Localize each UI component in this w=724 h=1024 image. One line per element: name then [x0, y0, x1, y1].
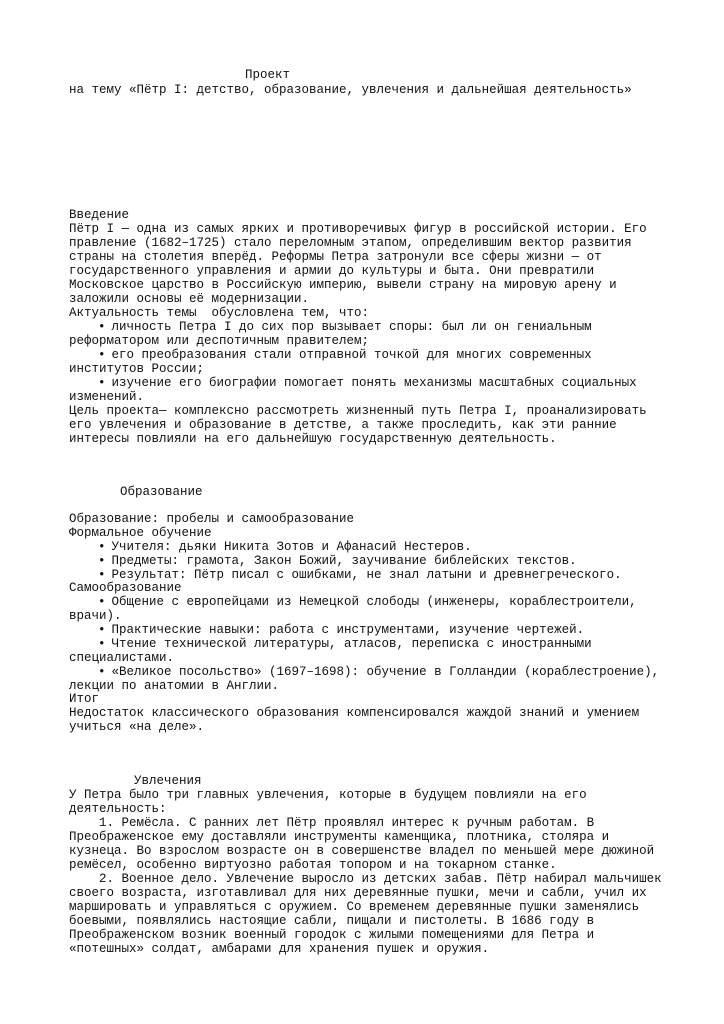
hobby-item-line: кузнеца. Во взрослом возрасте он в совершенстве владел по меньшей мере дюжиной — [69, 844, 655, 858]
bullet-icon: • — [98, 348, 106, 362]
intro-line: Пётр I — одна из самых ярких и противоречивых фигур в российской истории. Его — [69, 222, 647, 236]
bullet-icon: • — [98, 376, 106, 390]
hobby-item-line: Преображенском возник военный городок с жилыми помещениями для Петра и — [69, 928, 595, 942]
hobbies-intro-line: деятельность: — [69, 802, 167, 816]
hobby-item-line: маршировать и управляться с оружием. Со временем деревянные пушки заменялись — [69, 900, 640, 914]
intro-line: заложили основы её модернизации. — [69, 292, 310, 306]
list-item: • «Великое посольство» (1697–1698): обучение в Голландии (кораблестроение), — [98, 665, 660, 679]
list-item-continuation: специалистами. — [69, 651, 175, 665]
hobby-item-line: «потешных» солдат, амбарами для хранения пушек и оружия. — [69, 942, 490, 956]
bullet-icon: • — [98, 637, 106, 651]
goal-line: интересы повлияли на его дальнейшую государственную деятельность. — [69, 432, 557, 446]
self-education-label: Самообразование — [69, 581, 182, 595]
hobbies-intro-line: У Петра было три главных увлечения, которые в будущем повлияли на его — [69, 788, 587, 802]
list-item-continuation: врачи). — [69, 609, 122, 623]
list-item-continuation: институтов России; — [69, 362, 205, 376]
bullet-icon: • — [98, 665, 106, 679]
list-item: • Учителя: дьяки Никита Зотов и Афанасий Нестеров. — [98, 540, 472, 554]
bullet-icon: • — [98, 540, 106, 554]
result-line: учиться «на деле». — [69, 720, 205, 734]
result-label: Итог — [69, 692, 100, 706]
list-item: • Общение с европейцами из Немецкой слободы (инженеры, кораблестроители, — [98, 595, 637, 609]
hobby-item-line: 2. Военное дело. Увлечение выросло из детских забав. Пётр набирал мальчишек — [69, 872, 662, 886]
bullet-icon: • — [98, 595, 106, 609]
hobby-item-line: своего возраста, изготавливал для них деревянные пушки, мечи и сабли, учил их — [69, 886, 647, 900]
list-item: • Чтение технической литературы, атласов, переписка с иностранными — [98, 637, 592, 651]
intro-heading: Введение — [69, 208, 130, 222]
list-item-continuation: реформатором или деспотичным правителем; — [69, 334, 370, 348]
list-item: • Практические навыки: работа с инструментами, изучение чертежей. — [98, 623, 585, 637]
bullet-icon: • — [98, 568, 106, 582]
list-item: • его преобразования стали отправной точкой для многих современных — [98, 348, 592, 362]
list-item: • личность Петра I до сих пор вызывает споры: был ли он гениальным — [98, 320, 592, 334]
hobby-item-line: Преображенское ему доставляли инструменты каменщика, плотника, столяра и — [69, 830, 610, 844]
hobby-item-line: 1. Ремёсла. С ранних лет Пётр проявлял интерес к ручным работам. В — [69, 816, 595, 830]
hobbies-heading: Увлечения — [134, 774, 202, 788]
project-subtitle: на тему «Пётр I: детство, образование, увлечения и дальнейшая деятельность» — [69, 83, 632, 97]
relevance-label: Актуальность темы обусловлена тем, что: — [69, 306, 370, 320]
intro-line: страны на столетия вперёд. Реформы Петра затронули все сферы жизни — от — [69, 250, 602, 264]
list-item-continuation: изменений. — [69, 390, 145, 404]
intro-line: государственного управления и армии до культуры и быта. Они превратили — [69, 264, 595, 278]
list-item: • Результат: Пётр писал с ошибками, не знал латыни и древнегреческого. — [98, 568, 622, 582]
goal-line: Цель проекта— комплексно рассмотреть жизненный путь Петра I, проанализировать — [69, 404, 647, 418]
list-item: • Предметы: грамота, Закон Божий, заучивание библейских текстов. — [98, 554, 577, 568]
bullet-icon: • — [98, 320, 106, 334]
bullet-icon: • — [98, 554, 106, 568]
hobby-item-line: боевыми, появлялись настоящие сабли, пищали и пистолеты. В 1686 году в — [69, 914, 595, 928]
intro-line: правление (1682–1725) стало переломным этапом, определившим вектор развития — [69, 236, 632, 250]
intro-line: Московское царство в Российскую империю, вывели страну на мировую арену и — [69, 278, 617, 292]
bullet-icon: • — [98, 623, 106, 637]
result-line: Недостаток классического образования компенсировался жаждой знаний и умением — [69, 706, 640, 720]
hobby-item-line: ремёсел, особенно виртуозно работая топором и на токарном станке. — [69, 858, 557, 872]
goal-line: его увлечения и образование в детстве, а также проследить, как эти ранние — [69, 418, 617, 432]
education-subheading: Образование: пробелы и самообразование — [69, 512, 355, 526]
formal-label: Формальное обучение — [69, 526, 212, 540]
list-item-continuation: лекции по анатомии в Англии. — [69, 679, 280, 693]
project-heading: Проект — [245, 68, 291, 82]
education-heading: Образование — [120, 485, 203, 499]
list-item: • изучение его биографии помогает понять механизмы масштабных социальных — [98, 376, 637, 390]
